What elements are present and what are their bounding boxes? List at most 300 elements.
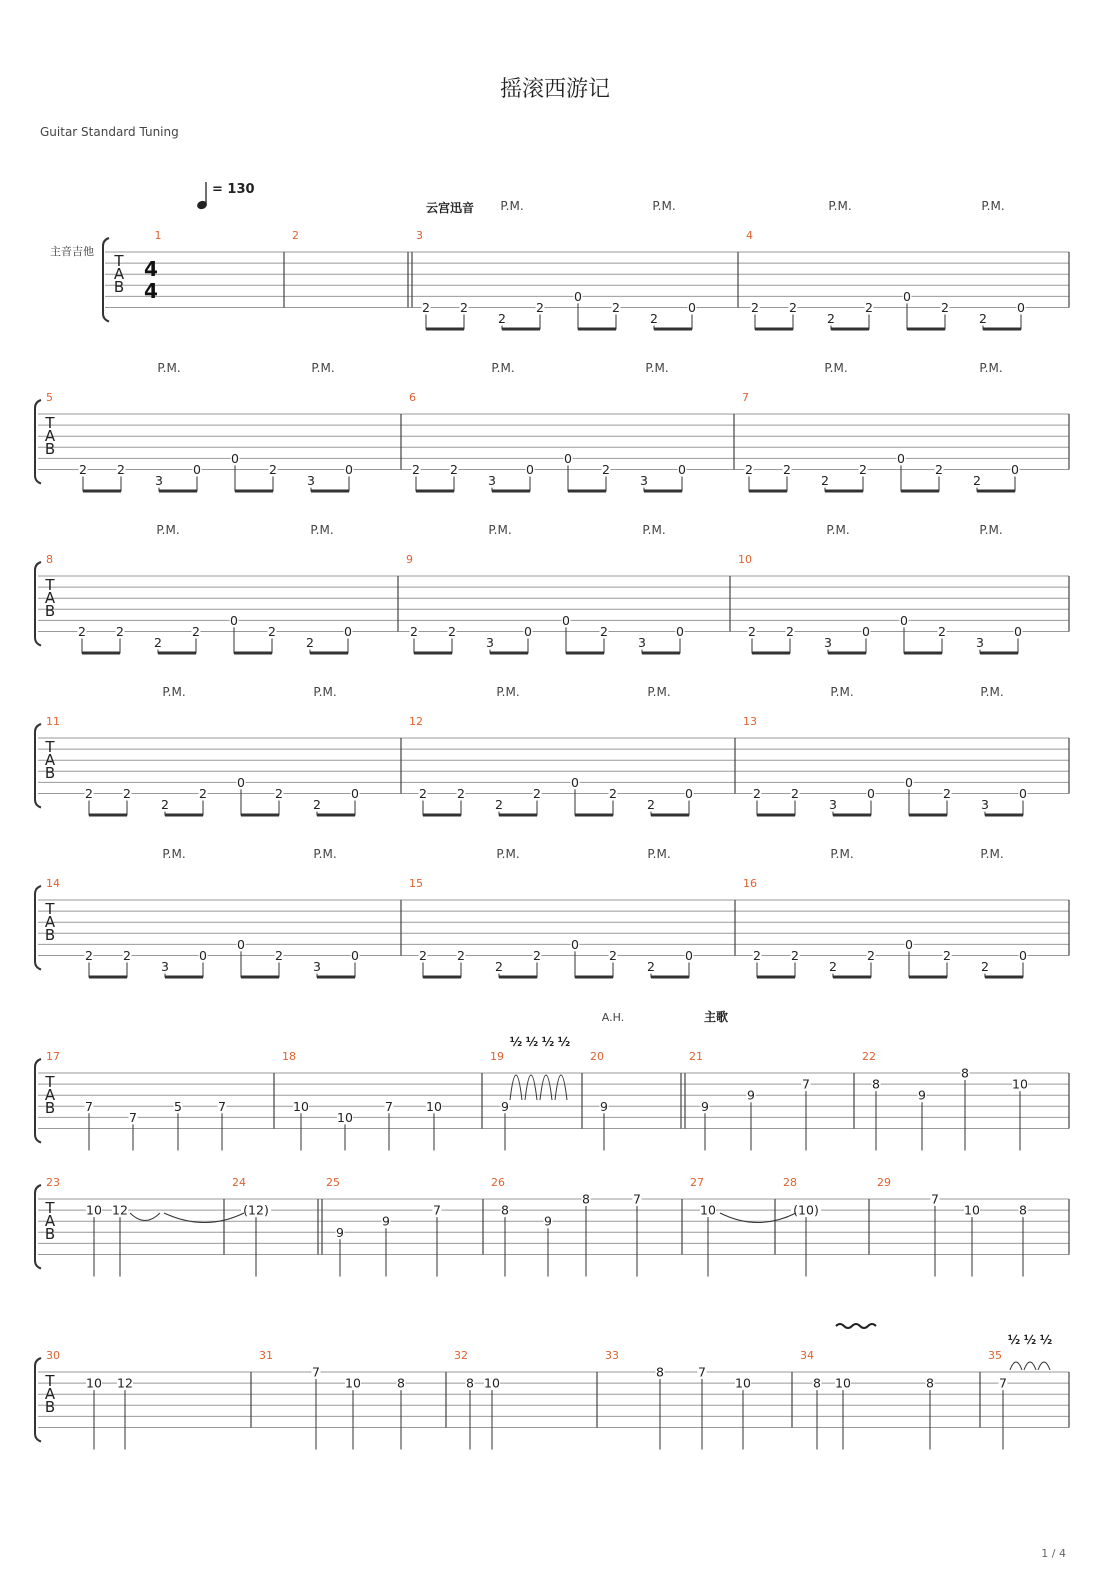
artificial-harmonic-label: A.H. [601, 1011, 625, 1024]
note-beam [985, 976, 1023, 979]
fret-number: 2 [495, 959, 503, 975]
tab-clef-letter: A [44, 589, 56, 607]
note-beam [755, 328, 793, 331]
note-beam [89, 814, 127, 817]
fret-number: 2 [973, 473, 981, 489]
measure-number: 8 [46, 553, 53, 566]
palm-mute-label: P.M. [311, 361, 335, 375]
note-beam [757, 814, 795, 817]
fret-number: 10 [345, 1375, 361, 1391]
fret-number: 3 [161, 959, 169, 975]
note-beam [311, 490, 349, 493]
fret-number: 2 [268, 624, 276, 639]
fret-number: (12) [243, 1202, 269, 1218]
measure-number: 11 [46, 715, 60, 728]
measure-number: 22 [862, 1050, 876, 1063]
note-beam [757, 976, 795, 979]
measure-number: 6 [409, 391, 416, 404]
fret-number: 7 [698, 1364, 706, 1380]
section-label: 云宫迅音 [425, 201, 475, 215]
fret-number: 0 [1017, 300, 1025, 315]
fret-number: 0 [237, 936, 245, 952]
fret-number: 10 [86, 1202, 102, 1218]
fret-number: 2 [457, 948, 465, 963]
note-beam [752, 652, 790, 655]
fret-number: 0 [676, 624, 684, 639]
fret-number: 8 [1019, 1202, 1027, 1218]
fret-number: 10 [86, 1375, 102, 1391]
fret-number: 2 [306, 635, 314, 651]
fret-number: 10 [1012, 1076, 1028, 1092]
measure-number: 32 [454, 1349, 468, 1362]
fret-number: 2 [154, 635, 162, 651]
fret-number: 2 [78, 624, 86, 639]
fret-number: 3 [488, 473, 496, 489]
palm-mute-label: P.M. [157, 361, 181, 375]
fret-number: 0 [678, 462, 686, 477]
bend-arrow [540, 1075, 552, 1100]
fret-number: 9 [336, 1224, 344, 1240]
tab-clef-letter: B [44, 764, 56, 782]
fret-number: 3 [824, 635, 832, 651]
fret-number: 2 [536, 300, 544, 315]
fret-number: 2 [269, 462, 277, 477]
note-beam [490, 652, 528, 655]
fret-number: 8 [926, 1375, 934, 1391]
fret-number: 0 [524, 624, 532, 639]
note-beam [235, 490, 273, 493]
fret-number: 0 [862, 624, 870, 639]
fret-number: 7 [802, 1076, 810, 1092]
fret-number: 9 [501, 1098, 509, 1114]
measure-number: 16 [743, 877, 757, 890]
measure-number: 31 [259, 1349, 273, 1362]
fret-number: 3 [313, 959, 321, 975]
measure-number: 28 [783, 1176, 797, 1189]
bend-amount-label: ½ [557, 1035, 571, 1049]
measure-number: 19 [490, 1050, 504, 1063]
fret-number: 10 [700, 1202, 716, 1218]
measure-number: 7 [742, 391, 749, 404]
palm-mute-label: P.M. [979, 361, 1003, 375]
fret-number: 2 [821, 473, 829, 489]
fret-number: 3 [155, 473, 163, 489]
fret-number: 2 [123, 786, 131, 801]
fret-number: 3 [486, 635, 494, 651]
fret-number: 0 [351, 786, 359, 801]
fret-number: 2 [829, 959, 837, 975]
fret-number: 2 [609, 948, 617, 963]
palm-mute-label: P.M. [979, 523, 1003, 537]
palm-mute-label: P.M. [488, 523, 512, 537]
fret-number: 12 [112, 1202, 128, 1218]
note-beam [317, 814, 355, 817]
note-beam [578, 328, 616, 331]
fret-number: 0 [1019, 786, 1027, 801]
measure-number: 13 [743, 715, 757, 728]
measure-number: 12 [409, 715, 423, 728]
note-beam [909, 814, 947, 817]
fret-number: 9 [382, 1213, 390, 1229]
palm-mute-label: P.M. [647, 685, 671, 699]
tab-clef-letter: A [44, 1385, 56, 1403]
fret-number: 0 [351, 948, 359, 963]
note-beam [159, 490, 197, 493]
fret-number: 2 [647, 959, 655, 975]
bend-arrow [1010, 1362, 1022, 1370]
tab-clef-letter: A [44, 913, 56, 931]
note-beam [651, 814, 689, 817]
fret-number: 2 [275, 786, 283, 801]
fret-number: 0 [571, 936, 579, 952]
note-beam [423, 976, 461, 979]
fret-number: 0 [231, 450, 239, 466]
palm-mute-label: P.M. [980, 685, 1004, 699]
fret-number: 3 [307, 473, 315, 489]
fret-number: 2 [495, 797, 503, 813]
note-beam [909, 976, 947, 979]
note-beam [749, 490, 787, 493]
fret-number: 0 [897, 450, 905, 466]
fret-number: 0 [574, 288, 582, 304]
note-beam [416, 490, 454, 493]
tab-clef-letter: A [44, 427, 56, 445]
palm-mute-label: P.M. [156, 523, 180, 537]
fret-number: 0 [345, 462, 353, 477]
tab-clef-letter: B [44, 926, 56, 944]
fret-number: 2 [419, 786, 427, 801]
note-beam [833, 814, 871, 817]
measure-number: 24 [232, 1176, 246, 1189]
palm-mute-label: P.M. [500, 199, 524, 213]
fret-number: 0 [1014, 624, 1022, 639]
tab-clef-letter: T [45, 900, 55, 918]
measure-number: 35 [988, 1349, 1002, 1362]
tab-clef-letter: B [44, 1225, 56, 1243]
note-beam [575, 814, 613, 817]
measure-number: 26 [491, 1176, 505, 1189]
fret-number: 7 [218, 1098, 226, 1114]
palm-mute-label: P.M. [981, 199, 1005, 213]
tab-clef-letter: A [44, 751, 56, 769]
fret-number: 0 [193, 462, 201, 477]
measure-number: 3 [416, 229, 423, 242]
palm-mute-label: P.M. [496, 685, 520, 699]
note-beam [241, 814, 279, 817]
fret-number: 10 [293, 1098, 309, 1114]
tab-clef-letter: T [114, 252, 124, 270]
tab-clef-letter: B [113, 278, 125, 296]
fret-number: 10 [835, 1375, 851, 1391]
tab-clef-letter: A [44, 1086, 56, 1104]
fret-number: 0 [526, 462, 534, 477]
palm-mute-label: P.M. [830, 685, 854, 699]
fret-number: 3 [829, 797, 837, 813]
tab-clef-letter: B [44, 602, 56, 620]
note-beam [985, 814, 1023, 817]
fret-number: 2 [751, 300, 759, 315]
fret-number: 2 [609, 786, 617, 801]
tab-clef-letter: B [44, 1099, 56, 1117]
note-beam [825, 490, 863, 493]
bend-amount-label: ½ [525, 1035, 539, 1049]
note-beam [644, 490, 682, 493]
fret-number: (10) [793, 1202, 819, 1218]
fret-number: 7 [129, 1109, 137, 1125]
note-beam [901, 490, 939, 493]
note-beam [310, 652, 348, 655]
palm-mute-label: P.M. [313, 685, 337, 699]
palm-mute-label: P.M. [652, 199, 676, 213]
fret-number: 0 [237, 774, 245, 790]
fret-number: 2 [533, 948, 541, 963]
instrument-label: 主音吉他 [50, 245, 94, 258]
fret-number: 0 [905, 936, 913, 952]
fret-number: 10 [735, 1375, 751, 1391]
staff-bracket [35, 1358, 41, 1442]
fret-number: 2 [827, 311, 835, 327]
fret-number: 3 [640, 473, 648, 489]
fret-number: 3 [638, 635, 646, 651]
note-beam [642, 652, 680, 655]
fret-number: 2 [117, 462, 125, 477]
fret-number: 0 [562, 612, 570, 628]
note-beam [502, 328, 540, 331]
palm-mute-label: P.M. [830, 847, 854, 861]
measure-number: 18 [282, 1050, 296, 1063]
tab-clef-letter: B [44, 1398, 56, 1416]
fret-number: 2 [745, 462, 753, 477]
note-beam [89, 976, 127, 979]
note-beam [317, 976, 355, 979]
palm-mute-label: P.M. [645, 361, 669, 375]
fret-number: 2 [410, 624, 418, 639]
fret-number: 2 [602, 462, 610, 477]
bend-amount-label: ½ [1023, 1333, 1037, 1347]
fret-number: 2 [199, 786, 207, 801]
fret-number: 10 [337, 1109, 353, 1125]
fret-number: 2 [753, 786, 761, 801]
bend-amount-label: ½ [1039, 1333, 1053, 1347]
palm-mute-label: P.M. [642, 523, 666, 537]
fret-number: 2 [935, 462, 943, 477]
fret-number: 8 [466, 1375, 474, 1391]
note-beam [241, 976, 279, 979]
fret-number: 2 [647, 797, 655, 813]
fret-number: 8 [656, 1364, 664, 1380]
fret-number: 2 [313, 797, 321, 813]
fret-number: 9 [747, 1087, 755, 1103]
tuning-label: Guitar Standard Tuning [40, 125, 179, 139]
fret-number: 2 [412, 462, 420, 477]
fret-number: 2 [116, 624, 124, 639]
note-beam [977, 490, 1015, 493]
tab-clef-letter: T [45, 576, 55, 594]
note-beam [828, 652, 866, 655]
note-beam [426, 328, 464, 331]
note-beam [566, 652, 604, 655]
fret-number: 0 [905, 774, 913, 790]
time-signature-top: 4 [144, 257, 158, 281]
fret-number: 0 [903, 288, 911, 304]
palm-mute-label: P.M. [824, 361, 848, 375]
fret-number: 0 [688, 300, 696, 315]
staff-bracket [35, 886, 41, 970]
note-beam [575, 976, 613, 979]
measure-number: 4 [746, 229, 753, 242]
fret-number: 5 [174, 1098, 182, 1114]
fret-number: 2 [859, 462, 867, 477]
tab-clef-letter: T [45, 1073, 55, 1091]
palm-mute-label: P.M. [828, 199, 852, 213]
staff-bracket [103, 238, 109, 322]
note-beam [82, 652, 120, 655]
fret-number: 8 [397, 1375, 405, 1391]
fret-number: 7 [385, 1098, 393, 1114]
palm-mute-label: P.M. [826, 523, 850, 537]
note-beam [414, 652, 452, 655]
fret-number: 2 [612, 300, 620, 315]
measure-number: 25 [326, 1176, 340, 1189]
note-beam [904, 652, 942, 655]
note-beam [492, 490, 530, 493]
palm-mute-label: P.M. [496, 847, 520, 861]
fret-number: 2 [448, 624, 456, 639]
fret-number: 0 [199, 948, 207, 963]
fret-number: 2 [943, 786, 951, 801]
fret-number: 2 [192, 624, 200, 639]
bend-amount-label: ½ [541, 1035, 555, 1049]
fret-number: 2 [865, 300, 873, 315]
tab-clef-letter: T [45, 1199, 55, 1217]
fret-number: 2 [791, 948, 799, 963]
measure-number: 17 [46, 1050, 60, 1063]
bend-arrow [555, 1075, 567, 1100]
fret-number: 2 [419, 948, 427, 963]
palm-mute-label: P.M. [310, 523, 334, 537]
tab-clef-letter: A [44, 1212, 56, 1230]
note-beam [907, 328, 945, 331]
fret-number: 2 [753, 948, 761, 963]
note-beam [158, 652, 196, 655]
note-beam [831, 328, 869, 331]
fret-number: 0 [685, 948, 693, 963]
staff-bracket [35, 1185, 41, 1269]
time-signature-bottom: 4 [144, 279, 158, 303]
palm-mute-label: P.M. [980, 847, 1004, 861]
fret-number: 2 [748, 624, 756, 639]
fret-number: 2 [938, 624, 946, 639]
fret-number: 2 [85, 786, 93, 801]
fret-number: 2 [422, 300, 430, 315]
measure-number: 20 [590, 1050, 604, 1063]
fret-number: 2 [457, 786, 465, 801]
note-beam [654, 328, 692, 331]
fret-number: 7 [999, 1375, 1007, 1391]
fret-number: 3 [976, 635, 984, 651]
fret-number: 2 [600, 624, 608, 639]
fret-number: 8 [872, 1076, 880, 1092]
fret-number: 0 [344, 624, 352, 639]
fret-number: 9 [918, 1087, 926, 1103]
fret-number: 3 [981, 797, 989, 813]
palm-mute-label: P.M. [162, 847, 186, 861]
fret-number: 2 [783, 462, 791, 477]
fret-number: 10 [964, 1202, 980, 1218]
fret-number: 2 [79, 462, 87, 477]
fret-number: 2 [941, 300, 949, 315]
palm-mute-label: P.M. [491, 361, 515, 375]
staff-bracket [35, 400, 41, 484]
fret-number: 0 [685, 786, 693, 801]
staff-bracket [35, 1059, 41, 1143]
fret-number: 0 [1011, 462, 1019, 477]
note-beam [983, 328, 1021, 331]
fret-number: 0 [564, 450, 572, 466]
page-number: 1 / 4 [1041, 1547, 1066, 1560]
fret-number: 2 [943, 948, 951, 963]
fret-number: 0 [867, 786, 875, 801]
fret-number: 7 [633, 1191, 641, 1207]
measure-number: 34 [800, 1349, 814, 1362]
fret-number: 2 [275, 948, 283, 963]
bend-arrow [1024, 1362, 1036, 1370]
fret-number: 10 [484, 1375, 500, 1391]
note-beam [165, 976, 203, 979]
fret-number: 7 [85, 1098, 93, 1114]
fret-number: 0 [571, 774, 579, 790]
fret-number: 0 [900, 612, 908, 628]
fret-number: 2 [867, 948, 875, 963]
measure-number: 2 [292, 229, 299, 242]
staff-bracket [35, 562, 41, 646]
bend-arrow [510, 1075, 522, 1100]
tie-curve [130, 1213, 160, 1221]
bend-arrow [1038, 1362, 1050, 1370]
palm-mute-label: P.M. [647, 847, 671, 861]
fret-number: 2 [786, 624, 794, 639]
fret-number: 2 [123, 948, 131, 963]
tab-clef-letter: T [45, 738, 55, 756]
staff-bracket [35, 724, 41, 808]
measure-number: 15 [409, 877, 423, 890]
score-title: 摇滚西游记 [499, 77, 610, 102]
fret-number: 7 [931, 1191, 939, 1207]
measure-number: 23 [46, 1176, 60, 1189]
measure-number: 30 [46, 1349, 60, 1362]
palm-mute-label: P.M. [162, 685, 186, 699]
palm-mute-label: P.M. [313, 847, 337, 861]
note-beam [499, 976, 537, 979]
measure-number: 5 [46, 391, 53, 404]
note-beam [499, 814, 537, 817]
note-beam [833, 976, 871, 979]
fret-number: 10 [426, 1098, 442, 1114]
measure-number: 27 [690, 1176, 704, 1189]
fret-number: 2 [498, 311, 506, 327]
fret-number: 7 [312, 1364, 320, 1380]
fret-number: 2 [450, 462, 458, 477]
fret-number: 8 [582, 1191, 590, 1207]
fret-number: 12 [117, 1375, 133, 1391]
note-beam [83, 490, 121, 493]
measure-number: 33 [605, 1349, 619, 1362]
fret-number: 2 [650, 311, 658, 327]
measure-number: 10 [738, 553, 752, 566]
fret-number: 8 [813, 1375, 821, 1391]
fret-number: 2 [789, 300, 797, 315]
fret-number: 9 [600, 1098, 608, 1114]
